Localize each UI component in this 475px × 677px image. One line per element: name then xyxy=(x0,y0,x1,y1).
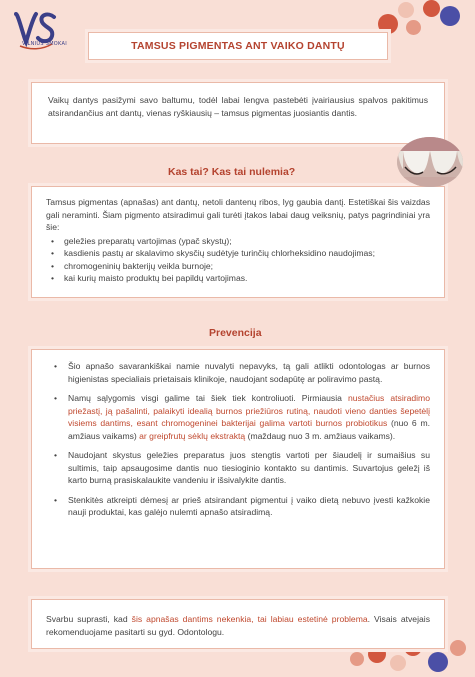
what-paragraph: Tamsus pigmentas (apnašas) ant dantų, netoli dantenų ribos, lyg gaubia dantį. Estetiškai šis vaizdas gali neraminti. Šiam pigmento atsiradimui gali turėti įtakos labai daug veiksnių, patys pagrindiniai yra šie: xyxy=(46,197,430,232)
prevention-text: Namų sąlygomis visgi galime tai šiek tiek kontroliuoti. Pirmiausia xyxy=(68,393,348,403)
list-item: • geležies preparatų vartojimas (ypač skystų); xyxy=(46,235,430,248)
decor-dot xyxy=(406,20,421,35)
prevention-card xyxy=(31,349,445,569)
intro-text: Vaikų dantys pasižymi savo baltumu, todėl labai lengva pastebėti įvairiausius spalvos pakitimus atsirandančius ant dantų, vienas ryškiausių – tamsus pigmentas juosiantis dantis. xyxy=(48,95,428,118)
decor-dot xyxy=(398,2,414,18)
prevention-highlight: nustačius atsiradimo priežastį, ją pašalinti, palaikyti idealią burnos priežiūros rutiną, naudoti vieno danties šepetėlį visiems dantims, esant chromogeninei bakterijai galima vartoti burnos probiotikus xyxy=(68,393,430,428)
final-text: . Visais atvejais rekomenduojame pasitarti su gyd. Odontologu. xyxy=(46,614,430,637)
decor-dot xyxy=(450,640,466,656)
final-card xyxy=(31,599,445,649)
cause-list xyxy=(46,235,430,285)
list-item: • kai kurių maisto produktų bei papildų vartojimas. xyxy=(46,272,430,285)
final-highlight: šis apnašas dantims nekenkia, tai labiau estetinė problema xyxy=(131,614,368,624)
list-item xyxy=(46,392,430,442)
what-heading: Kas tai? Kas tai nulemia? xyxy=(168,166,296,178)
final-note xyxy=(46,613,430,638)
list-item: • chromogeninių bakterijų veikla burnoje; xyxy=(46,260,430,273)
title-card xyxy=(88,32,388,60)
list-item: • Stenkitės atkreipti dėmesį ar prieš atsirandant pigmentui į vaiko dietą nebuvo įvesti kažkokie nauji produktai, kas galėjo nulemti apnašo atsiradimą. xyxy=(46,494,430,519)
prevention-list xyxy=(46,360,430,519)
prevention-text: (maždaug nuo 3 m. amžiaus vaikams). xyxy=(245,430,396,441)
list-item: • kasdienis pastų ar skalavimo skysčių sudėtyje turinčių chlorheksidino naudojimas; xyxy=(46,247,430,260)
intro-card xyxy=(31,82,445,144)
prevention-text: (nuo 6 m. amžiaus vaikams) xyxy=(68,418,430,441)
prevention-highlight: ar greipfrutų sėklų ekstraktą xyxy=(139,430,246,441)
decor-dot xyxy=(440,6,460,26)
teeth-photo xyxy=(397,137,463,187)
prevention-heading: Prevencija xyxy=(209,327,262,339)
decor-dot xyxy=(350,652,364,666)
decor-dot xyxy=(378,14,398,34)
list-item: • Naudojant skystus geležies preparatus juos stengtis vartoti per šiaudelį ir sumaišius su sultimis, taip apsaugosime dantis nuo tiesioginio kontakto su dantimis. Suvartojus geležį iš karto burną prasiskalaukite vandeniu ir išsivalykite dantis. xyxy=(46,449,430,487)
decor-dot xyxy=(423,0,440,17)
what-card xyxy=(31,186,445,298)
page-title: TAMSUS PIGMENTAS ANT VAIKO DANTŲ xyxy=(131,40,345,52)
logo-caption: VILNIUS SMOKAI xyxy=(22,41,68,47)
decor-dot xyxy=(390,655,406,671)
list-item: • Šio apnašo savarankiškai namie nuvalyti nepavyks, tą gali atlikti odontologas ar burnos higienistas specialiais prietaisais klinikoje, naudojant sodapūtę ar poliravimo pastą. xyxy=(46,360,430,385)
decor-dot xyxy=(428,652,448,672)
final-text: Svarbu suprasti, kad xyxy=(46,614,132,624)
